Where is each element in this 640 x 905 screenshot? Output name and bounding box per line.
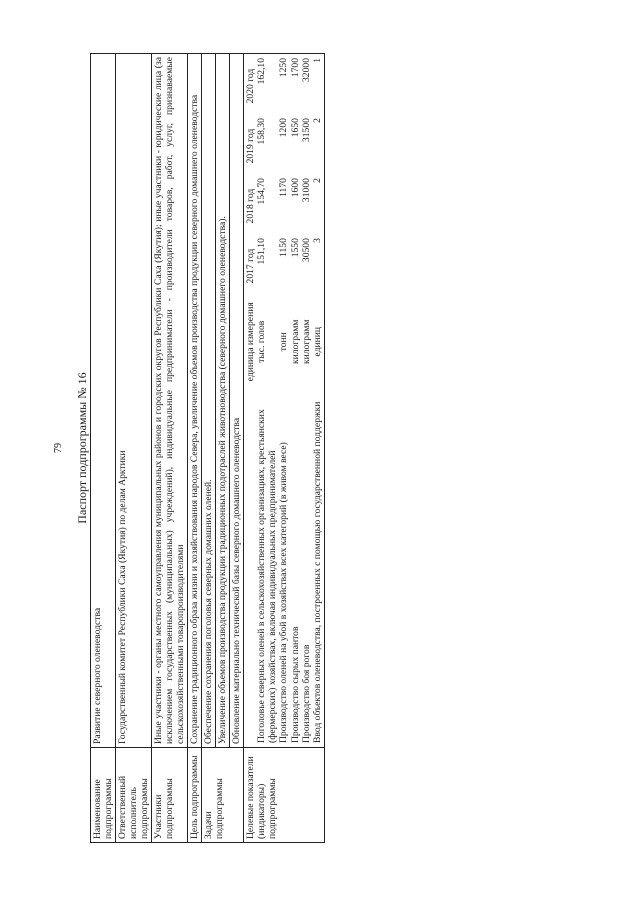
value-indicators [244,54,324,748]
indicator-name: Производство сырых пантов [289,626,301,743]
value-participants: Иные участники - органы местного самоуправления муниципальных районов и городских округов Республики Саха (Якутия); иные участники - юридические лица (за исключением государственных (муниципальных) учреждений), индивидуальные предприниматели - производители товаров, работ, услуг, признаваемые сельскохозяйственными товаропроизводителями [152,54,188,748]
indicator-unit: килограмм [289,319,301,365]
value-name: Развитие северного оленеводства [91,54,116,748]
indicator-value: 1650 [289,118,301,138]
task-item: Обеспечение сохранения поголовья северных домашних оленей. [202,54,216,747]
header-year: 2017 год [245,248,257,284]
row-goal [188,54,202,843]
indicator-row [301,56,312,745]
row-tasks [202,54,244,843]
indicator-name: Ввод объектов оленеводства, построенных с помощью государственной поддержки [311,401,323,743]
document-title: Паспорт подпрограммы № 16 [75,372,89,524]
indicator-value: 31000 [300,178,312,203]
indicator-value: 3 [311,238,323,243]
value-goal: Сохранение традиционного образа жизни и хозяйствования народов Севера, увеличение объемов производства продукции северного домашнего оленеводства [188,54,202,748]
indicator-unit: тыс. голов [256,320,268,363]
task-item: Увеличение объемов производства продукции традиционных подотраслей животноводства (северного домашнего оленеводства). [216,54,230,747]
indicator-value: 2 [311,118,323,123]
indicator-name: Производство боя рогов [300,644,312,743]
indicator-value: 1200 [278,118,290,138]
label-indicators: Целевые показатели (индикаторы) подпрограммы [244,748,324,843]
indicator-row [278,56,289,745]
indicator-row [290,56,301,745]
indicators-header-row [245,56,256,745]
indicator-row [312,56,323,745]
label-participants: Участники подпрограммы [152,748,188,843]
label-goal: Цель подпрограммы [188,748,202,843]
indicator-value: 1 [311,58,323,63]
header-indicator-name [245,387,256,745]
indicator-value: 158,30 [256,118,268,145]
indicator-value: 2 [311,178,323,183]
value-tasks [202,54,244,748]
indicator-value: 30500 [300,238,312,263]
indicator-value: 1600 [289,178,301,198]
label-executor: Ответственный исполнитель подпрограммы [116,748,152,843]
header-unit: единица измерения [245,302,257,382]
indicator-value: 1150 [278,238,290,257]
indicator-value: 1700 [289,58,301,78]
subprogram-passport-table [90,53,325,843]
indicator-unit: килограмм [300,319,312,365]
page-number: 79 [53,443,64,453]
indicator-value: 1550 [289,238,301,258]
value-executor: Государственный комитет Республики Саха (Якутия) по делам Арктики [116,54,152,748]
row-indicators [244,54,324,843]
indicator-value: 151,10 [256,238,268,265]
indicator-name: Производство оленей на убой в хозяйствах всех категорий (в живом весе) [278,442,290,743]
task-item: Обновление материально технической базы северного домашнего оленеводства [231,417,243,744]
indicator-value: 162,10 [256,58,268,85]
indicator-value: 1170 [278,178,290,197]
indicator-unit: единиц [311,327,323,357]
label-name: Наименование подпрограммы [91,748,116,843]
row-name [91,54,116,843]
indicator-row [256,56,278,745]
header-year: 2018 год [245,188,257,224]
indicator-value: 154,70 [256,178,268,205]
indicators-table [245,56,322,745]
row-participants [152,54,188,843]
rotated-document-sheet [53,53,590,843]
indicator-name: Поголовье северных оленей в сельскохозяйственных организациях, крестьянских (фермерских) хозяйствах, включая индивидуальных предпринимателей [256,409,279,743]
indicator-value: 31500 [300,118,312,143]
row-executor [116,54,152,843]
indicator-value: 32000 [300,58,312,82]
header-year: 2019 год [245,128,257,164]
indicator-value: 1250 [278,58,290,78]
indicator-unit: тонн [278,332,290,352]
header-year: 2020 год [245,68,257,104]
label-tasks: Задачи подпрограммы [202,748,244,843]
